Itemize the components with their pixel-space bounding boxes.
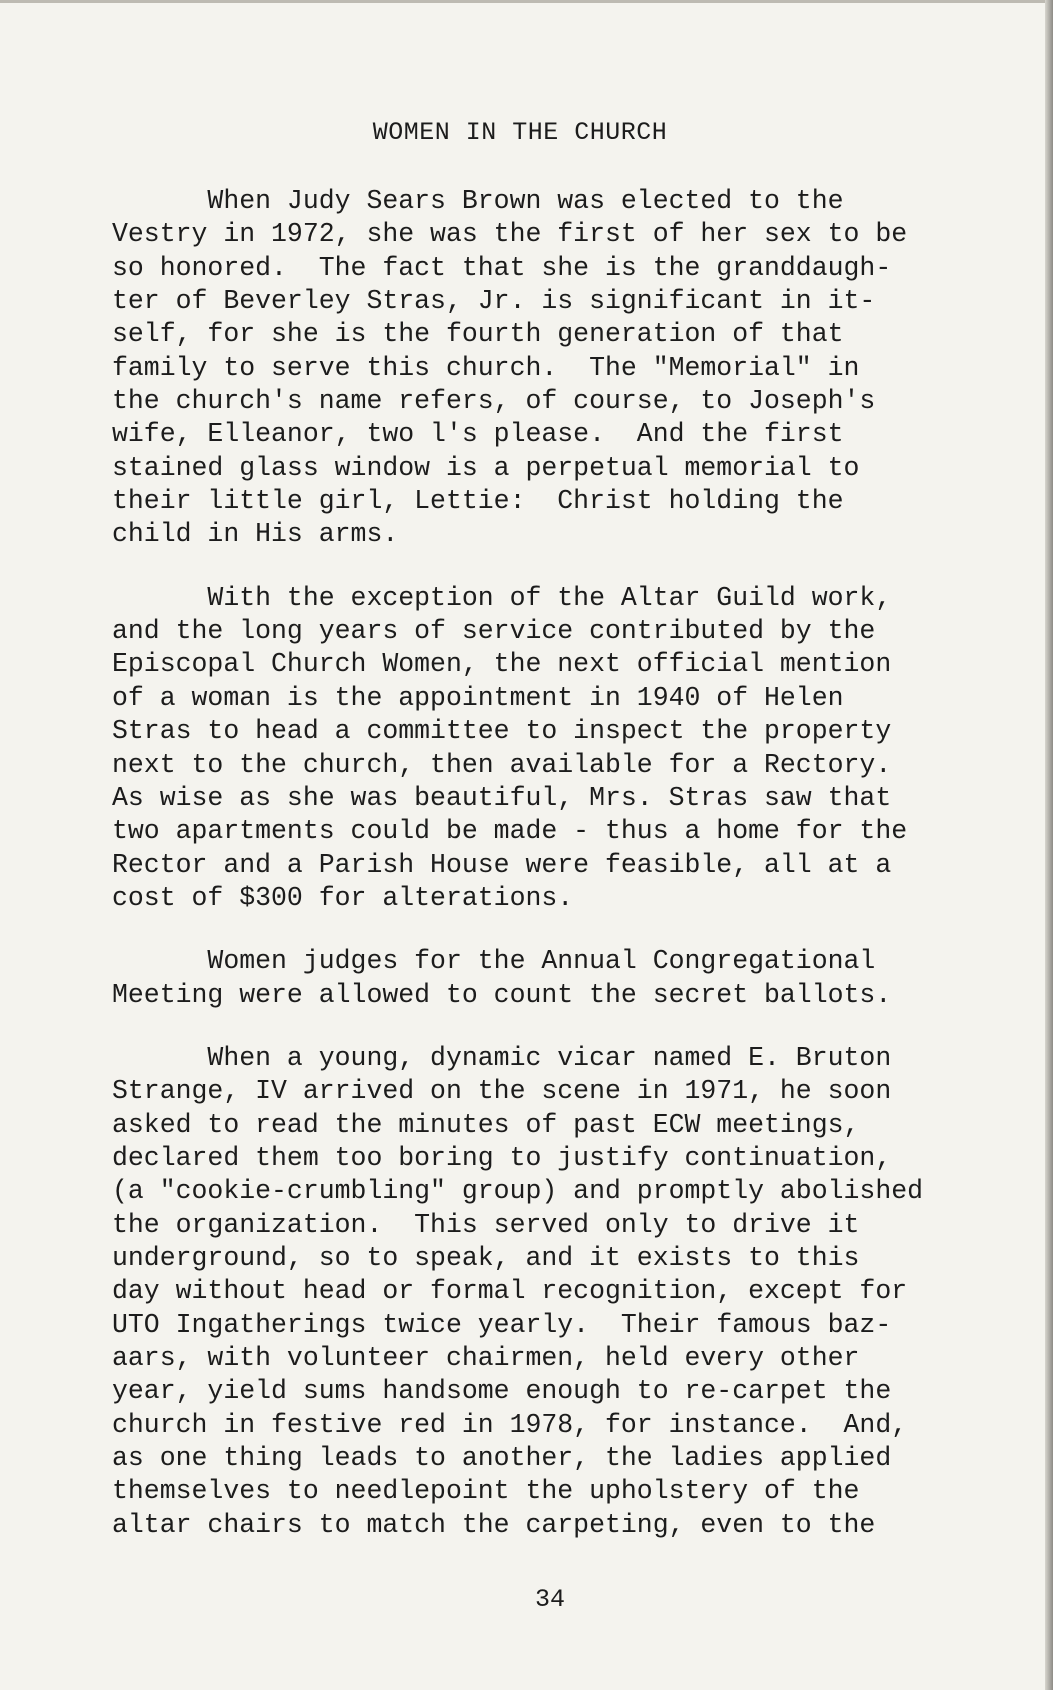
text-line: As wise as she was beautiful, Mrs. Stras saw that — [112, 782, 892, 813]
text-line: Strange, IV arrived on the scene in 1971, he soon — [112, 1076, 892, 1107]
paragraph — [112, 1042, 972, 1542]
text-line: Stras to head a committee to inspect the property — [112, 716, 892, 747]
text-line: as one thing leads to another, the ladies applied — [112, 1443, 892, 1474]
text-line: family to serve this church. The "Memorial" in — [112, 352, 860, 383]
paragraph — [112, 185, 972, 552]
page-edge — [1045, 0, 1053, 1690]
text-line: UTO Ingatherings twice yearly. Their famous baz- — [112, 1309, 892, 1340]
text-line: Women judges for the Annual Congregational — [112, 946, 876, 977]
text-line: When Judy Sears Brown was elected to the — [112, 186, 844, 216]
text-line: their little girl, Lettie: Christ holding the — [112, 486, 844, 517]
text-line: self, for she is the fourth generation of that — [112, 319, 844, 350]
paragraph — [112, 582, 972, 915]
body-text — [112, 185, 972, 1572]
text-line: Rector and a Parish House were feasible, all at a — [112, 849, 892, 880]
text-line: the church's name refers, of course, to Joseph's — [112, 386, 876, 417]
text-line: Meeting were allowed to count the secret ballots. — [112, 979, 892, 1010]
text-line: With the exception of the Altar Guild work, — [112, 582, 892, 613]
text-line: and the long years of service contributed by the — [112, 616, 876, 647]
text-line: next to the church, then available for a Rectory. — [112, 749, 892, 780]
page-number: 34 — [534, 1585, 565, 1614]
text-line: year, yield sums handsome enough to re-carpet the — [112, 1376, 892, 1407]
text-line: Episcopal Church Women, the next official mention — [112, 649, 892, 680]
text-line: asked to read the minutes of past ECW meetings, — [112, 1109, 860, 1140]
page-title: WOMEN IN THE CHURCH — [372, 118, 668, 147]
text-line: aars, with volunteer chairmen, held every other — [112, 1343, 860, 1373]
text-line: so honored. The fact that she is the granddaugh- — [112, 252, 892, 283]
text-line: two apartments could be made - thus a home for the — [112, 816, 908, 847]
text-line: church in festive red in 1978, for instance. And, — [112, 1409, 908, 1440]
text-line: altar chairs to match the carpeting, even to the — [112, 1509, 876, 1540]
text-line: themselves to needlepoint the upholstery of the — [112, 1476, 860, 1507]
text-line: underground, so to speak, and it exists to this — [112, 1242, 860, 1273]
text-line: Vestry in 1972, she was the first of her sex to be — [112, 219, 908, 250]
text-line: stained glass window is a perpetual memorial to — [112, 452, 860, 483]
paragraph — [112, 945, 972, 1012]
text-line: child in His arms. — [112, 519, 399, 550]
text-line: ter of Beverley Stras, Jr. is significant in it- — [112, 286, 876, 317]
text-line: (a "cookie-crumbling" group) and promptly abolished — [112, 1176, 924, 1207]
text-line: cost of $300 for alterations. — [112, 882, 574, 913]
text-line: of a woman is the appointment in 1940 of Helen — [112, 682, 844, 713]
text-line: wife, Elleanor, two l's please. And the first — [112, 419, 844, 450]
text-line: day without head or formal recognition, except for — [112, 1276, 908, 1307]
page-top-edge — [0, 0, 1053, 3]
text-line: When a young, dynamic vicar named E. Bruton — [112, 1042, 892, 1073]
text-line: declared them too boring to justify continuation, — [112, 1142, 892, 1173]
text-line: the organization. This served only to drive it — [112, 1209, 860, 1240]
